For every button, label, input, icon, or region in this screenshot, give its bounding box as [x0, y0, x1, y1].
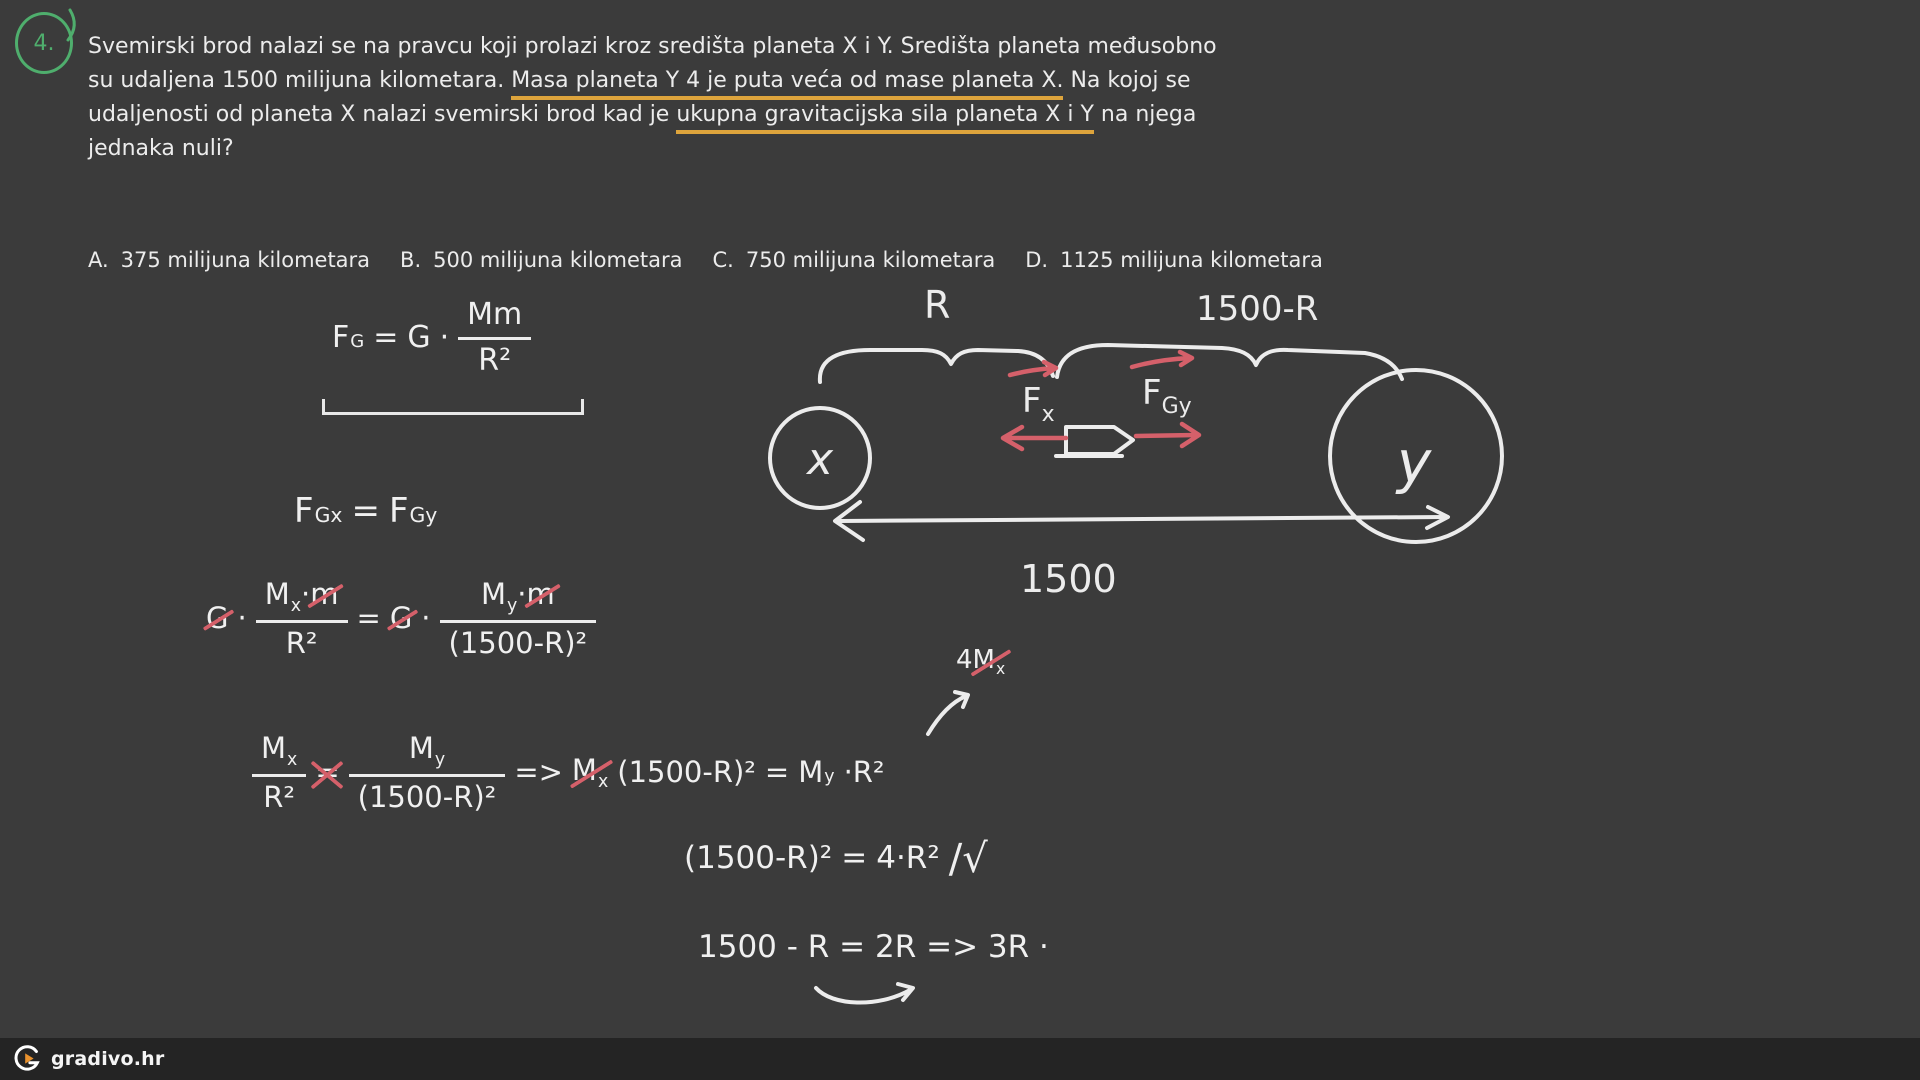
question-line-3	[88, 98, 1217, 132]
equals-sign: =	[841, 840, 868, 877]
fraction	[458, 298, 531, 378]
dot-operator: ·	[301, 577, 311, 611]
distance-brace-1500r	[1057, 345, 1402, 379]
baseline-1500	[840, 517, 1445, 521]
force-fgy-label	[1142, 373, 1192, 419]
mass-subscript: x	[287, 749, 298, 770]
numerator	[349, 732, 506, 777]
fgy-vector-hat	[1132, 352, 1192, 367]
lhs-term: (1500-R)²	[684, 840, 833, 877]
mass-subscript: x	[995, 659, 1006, 678]
distance-brace-r	[820, 350, 1053, 382]
label-1500: 1500	[1020, 557, 1117, 601]
mass-m: M	[408, 731, 434, 765]
answer-option-c	[713, 248, 996, 272]
g-constant: G	[407, 319, 431, 355]
underline-highlight-force: ukupna gravitacijska sila planeta X i Y	[676, 102, 1094, 134]
fgx-symbol	[294, 492, 342, 531]
mass-subscript: y	[434, 749, 446, 770]
fraction-right	[440, 578, 597, 660]
answer-option-b	[400, 248, 682, 272]
question-line-2-post: Na kojoj se	[1063, 68, 1191, 93]
implies-sign: =>	[514, 755, 563, 790]
reduced-equation	[252, 732, 885, 814]
fgy-symbol: F	[1142, 373, 1162, 413]
dot-operator: ·	[439, 319, 450, 355]
mass-m: M	[798, 755, 824, 790]
denominator: (1500-R)²	[357, 779, 497, 814]
planet-x-label: x	[806, 434, 834, 485]
mass-m: M	[261, 731, 287, 765]
label-r: R	[924, 283, 951, 327]
force-fgy-arrow	[1136, 424, 1199, 446]
mx-crossed	[572, 754, 608, 792]
planet-x-circle	[770, 408, 870, 508]
underline-highlight-mass: Masa planeta Y 4 je puta veća od mase planeta X.	[511, 68, 1063, 100]
mass-m: M	[264, 577, 290, 611]
answer-label: A.	[88, 248, 109, 272]
final-step	[698, 930, 1049, 966]
baseline-left-arrowhead	[835, 502, 863, 540]
force-balance-equation	[294, 492, 437, 531]
question-line-1: Svemirski brod nalazi se na pravcu koji prolazi kroz središta planeta X i Y. Središta planeta međusobno	[88, 34, 1217, 59]
question-line-3-pre: udaljenosti od planeta X nalazi svemirski brod kad je	[88, 102, 677, 127]
planet-y-label: y	[1396, 428, 1432, 496]
force-fx-label	[1022, 381, 1055, 427]
denominator: R²	[263, 779, 296, 814]
question-line-2	[88, 64, 1217, 98]
equals-sign: =	[764, 755, 790, 790]
mx-crossed	[973, 645, 1006, 678]
question-line-3-post: na njega	[1093, 102, 1197, 127]
sqrt-operator: ∕√	[948, 836, 988, 882]
f-subscript: Gx	[314, 503, 343, 527]
mass-m: M	[972, 645, 995, 675]
answer-option-a	[88, 248, 370, 272]
numerator	[256, 578, 348, 623]
footer-bar	[0, 1038, 1920, 1080]
substitution-arrow	[928, 692, 968, 734]
dot-operator: ·	[237, 601, 247, 636]
question-line-2-pre: su udaljena 1500 milijuna kilometara.	[88, 68, 512, 93]
fraction-right	[349, 732, 506, 814]
fraction-left	[252, 732, 306, 814]
formula-underline-bracket	[322, 399, 584, 415]
fx-symbol: F	[1022, 381, 1042, 421]
label-1500-minus-r: 1500-R	[1196, 289, 1319, 329]
final-equation: 1500 - R = 2R => 3R ·	[698, 929, 1049, 965]
factor-term: (1500-R)²	[617, 755, 756, 790]
mass-subscript: y	[506, 595, 518, 616]
numerator	[440, 578, 597, 623]
gravity-law-formula	[332, 298, 531, 378]
g-constant-crossed: G	[206, 601, 229, 636]
mass-subscript: y	[824, 767, 835, 788]
fgy-subscript: Gy	[1161, 394, 1192, 419]
question-text	[88, 30, 1217, 166]
f-subscript: G	[350, 330, 365, 352]
question-number-badge	[15, 12, 73, 74]
coefficient-4: 4	[956, 645, 973, 675]
answer-label: C.	[712, 248, 734, 272]
my-symbol	[798, 756, 834, 789]
answer-label: B.	[400, 248, 422, 272]
equals-sign: =	[351, 491, 380, 531]
f-letter: F	[388, 491, 409, 531]
small-m-crossed: m	[526, 577, 555, 611]
numerator	[252, 732, 306, 777]
dot-operator: ·	[517, 577, 527, 611]
question-line-4: jednaka nuli?	[88, 136, 234, 161]
baseline-right-arrowhead	[1427, 507, 1448, 528]
answer-text: 375 milijuna kilometara	[120, 248, 371, 272]
fgy-symbol	[389, 492, 437, 531]
brand-name: gradivo.hr	[51, 1048, 165, 1070]
force-symbol	[332, 321, 364, 356]
brand-logo-icon	[14, 1045, 42, 1073]
answer-text: 750 milijuna kilometara	[745, 248, 996, 272]
denominator: R²	[478, 342, 512, 378]
planet-y-circle	[1330, 370, 1502, 542]
f-subscript: Gy	[409, 503, 438, 527]
numerator: Mm	[458, 298, 531, 340]
spacecraft-icon	[1066, 427, 1133, 454]
f-letter: F	[332, 319, 350, 355]
denominator: (1500-R)²	[448, 625, 588, 660]
fx-subscript: x	[1041, 402, 1055, 427]
fraction-left	[256, 578, 348, 660]
mass-m: M	[571, 753, 597, 788]
answers-row	[88, 248, 1323, 272]
substitution-note	[956, 645, 1005, 678]
equals-sign-crossed: =	[315, 755, 340, 790]
mass-m: M	[480, 577, 506, 611]
f-letter: F	[294, 491, 314, 531]
denominator: R²	[285, 625, 318, 660]
rhs-term: ·R²	[843, 755, 885, 790]
rhs-term: 4·R²	[876, 840, 940, 877]
force-fx-arrow	[1003, 427, 1066, 449]
fx-vector-hat	[1010, 362, 1056, 375]
answer-text: 1125 milijuna kilometara	[1060, 248, 1323, 272]
answer-label: D.	[1025, 248, 1049, 272]
small-m-crossed: m	[310, 577, 339, 611]
expanded-equation	[206, 578, 596, 660]
equals-sign: =	[373, 319, 399, 355]
answer-option-d	[1025, 248, 1323, 272]
answer-text: 500 milijuna kilometara	[433, 248, 683, 272]
transpose-arrow	[816, 984, 913, 1003]
dot-operator: ·	[421, 601, 431, 636]
question-number: 4.	[33, 30, 55, 56]
equals-sign: =	[356, 601, 381, 636]
mass-subscript: x	[290, 595, 302, 616]
g-constant-crossed: G	[389, 601, 413, 636]
mass-subscript: x	[597, 771, 609, 792]
sqrt-step	[684, 836, 988, 882]
